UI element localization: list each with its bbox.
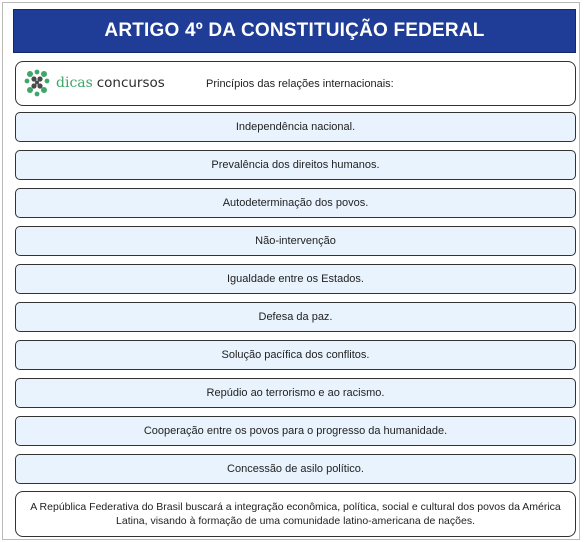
- title-banner: [13, 9, 576, 53]
- principle-box: Não-intervenção: [15, 226, 576, 256]
- logo-text-concursos: concursos: [96, 75, 165, 92]
- dicas-concursos-logo-icon: [22, 68, 52, 98]
- logo-text-dicas: dicas: [56, 75, 93, 92]
- principle-box: Repúdio ao terrorismo e ao racismo.: [15, 378, 576, 408]
- principle-box: Concessão de asilo político.: [15, 454, 576, 484]
- principle-box: Solução pacífica dos conflitos.: [15, 340, 576, 370]
- diagram-title: ARTIGO 4º DA CONSTITUIÇÃO FEDERAL: [104, 20, 485, 41]
- principle-box: Prevalência dos direitos humanos.: [15, 150, 576, 180]
- footer-note: A República Federativa do Brasil buscará a integração econômica, política, social e cultural dos povos da América Latina, visando à formação de uma comunidade latino-americana de nações.: [15, 491, 576, 537]
- principle-box: Igualdade entre os Estados.: [15, 264, 576, 294]
- principle-box: Independência nacional.: [15, 112, 576, 142]
- dicas-concursos-logo: [22, 68, 165, 98]
- diagram-frame: [2, 2, 580, 540]
- principle-box: Defesa da paz.: [15, 302, 576, 332]
- logo-wordmark: [56, 75, 165, 91]
- principle-box: Autodeterminação dos povos.: [15, 188, 576, 218]
- header-box: [15, 61, 576, 106]
- header-label: Princípios das relações internacionais:: [206, 77, 394, 90]
- principle-box: Cooperação entre os povos para o progresso da humanidade.: [15, 416, 576, 446]
